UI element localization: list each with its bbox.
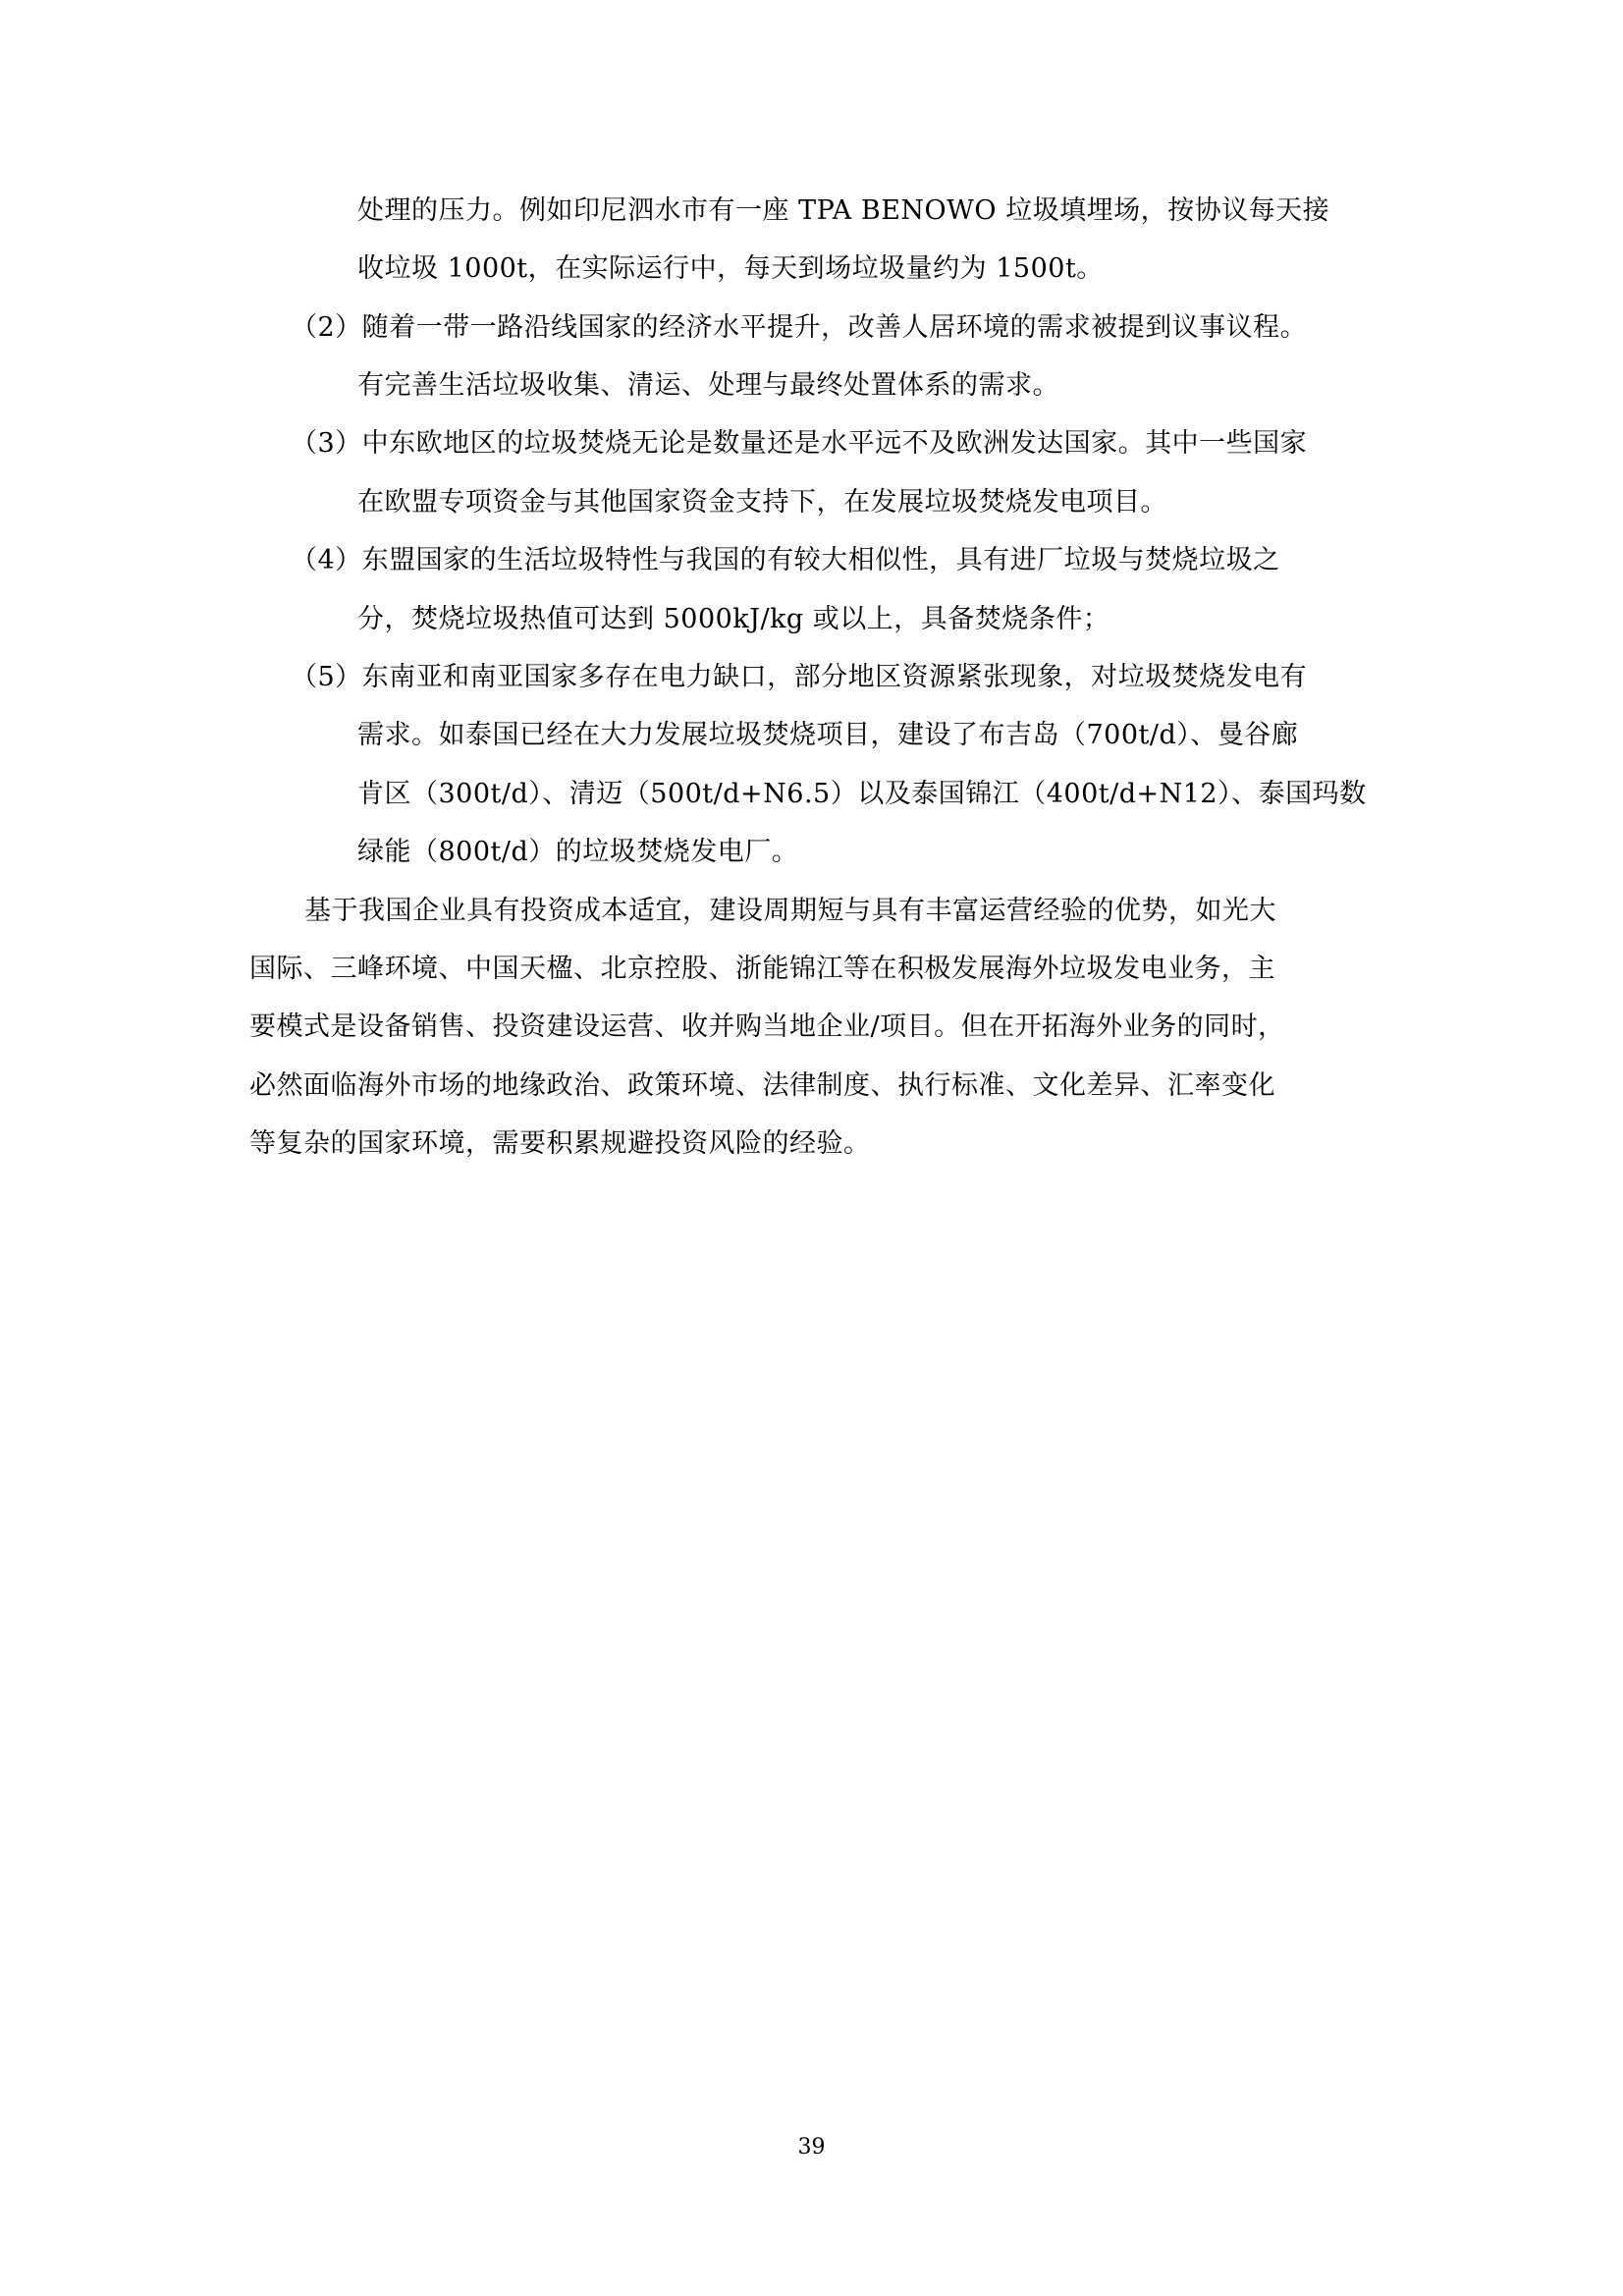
page-number: 39 — [797, 2135, 826, 2159]
paragraph-line: 必然面临海外市场的地缘政治、政策环境、法律制度、执行标准、文化差异、汇率变化 — [249, 1070, 1275, 1101]
text-line: 肯区（300t/d）、清迈（500t/d+N6.5）以及泰国锦江（400t/d+N12）、泰国玛数 — [357, 779, 1367, 809]
list-item-2-line: （2）随着一带一路沿线国家的经济水平提升，改善人居环境的需求被提到议事议程。 — [291, 312, 1308, 343]
text-line: 分，焚烧垃圾热值可达到 5000kJ/kg 或以上，具备焚烧条件； — [357, 604, 1110, 634]
list-item-5-line: （5）东南亚和南亚国家多存在电力缺口，部分地区资源紧张现象，对垃圾焚烧发电有 — [291, 662, 1308, 692]
text-line: 需求。如泰国已经在大力发展垃圾焚烧项目，建设了布吉岛（700t/d）、曼谷廊 — [357, 720, 1299, 750]
list-item-4-line: （4）东盟国家的生活垃圾特性与我国的有较大相似性，具有进厂垃圾与焚烧垃圾之 — [291, 545, 1280, 575]
paragraph-line: 国际、三峰环境、中国天楹、北京控股、浙能锦江等在积极发展海外垃圾发电业务，主 — [249, 954, 1275, 984]
paragraph-line: 等复杂的国家环境，需要积累规避投资风险的经验。 — [249, 1128, 871, 1159]
text-line: 有完善生活垃圾收集、清运、处理与最终处置体系的需求。 — [357, 370, 1059, 401]
list-item-3-line: （3）中东欧地区的垃圾焚烧无论是数量还是水平远不及欧洲发达国家。其中一些国家 — [291, 428, 1308, 459]
paragraph-line: 基于我国企业具有投资成本适宜，建设周期短与具有丰富运营经验的优势，如光大 — [304, 896, 1276, 926]
text-line: 绿能（800t/d）的垃圾焚烧发电厂。 — [357, 837, 799, 867]
text-line: 收垃圾 1000t，在实际运行中，每天到场垃圾量约为 1500t。 — [357, 253, 1104, 284]
text-line: 处理的压力。例如印尼泗水市有一座 TPA BENOWO 垃圾填埋场，按协议每天接 — [357, 195, 1330, 226]
text-line: 在欧盟专项资金与其他国家资金支持下，在发展垃圾焚烧发电项目。 — [357, 487, 1167, 518]
paragraph-line: 要模式是设备销售、投资建设运营、收并购当地企业/项目。但在开拓海外业务的同时， — [249, 1011, 1285, 1042]
